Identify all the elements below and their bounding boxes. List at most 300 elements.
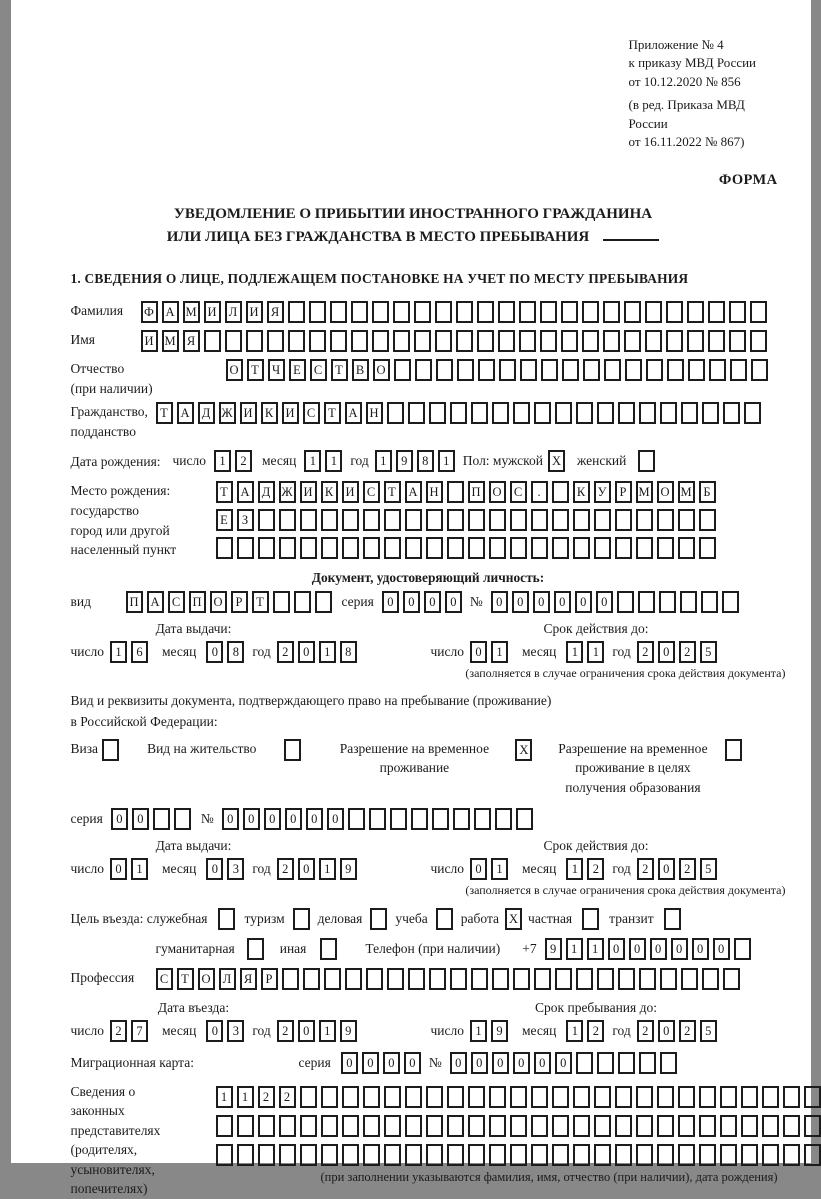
char-cell[interactable] (468, 1144, 485, 1166)
char-cell[interactable] (457, 359, 474, 381)
char-cell[interactable] (660, 968, 677, 990)
char-cell[interactable] (573, 537, 590, 559)
char-cell[interactable] (384, 509, 401, 531)
char-cell[interactable]: . (531, 481, 548, 503)
char-cell[interactable]: 1 (491, 641, 508, 663)
char-cell[interactable] (216, 1144, 233, 1166)
char-cell[interactable] (510, 1086, 527, 1108)
char-cell[interactable]: 0 (327, 808, 344, 830)
char-cell[interactable]: П (126, 591, 143, 613)
char-cell[interactable] (741, 1115, 758, 1137)
char-cell[interactable] (603, 301, 620, 323)
char-cell[interactable] (678, 1086, 695, 1108)
char-cell[interactable] (288, 301, 305, 323)
sex-female-checkbox[interactable] (638, 450, 655, 472)
stay-until-day-boxes[interactable] (470, 1020, 512, 1042)
char-cell[interactable]: 1 (566, 938, 583, 960)
char-cell[interactable] (499, 359, 516, 381)
char-cell[interactable]: 2 (110, 1020, 127, 1042)
char-cell[interactable] (552, 481, 569, 503)
char-cell[interactable] (366, 968, 383, 990)
char-cell[interactable] (520, 359, 537, 381)
char-cell[interactable]: У (594, 481, 611, 503)
char-cell[interactable]: С (310, 359, 327, 381)
char-cell[interactable]: Т (252, 591, 269, 613)
char-cell[interactable] (708, 330, 725, 352)
identity-issue-month-boxes[interactable] (206, 641, 248, 663)
char-cell[interactable]: 0 (206, 641, 223, 663)
char-cell[interactable] (804, 1115, 821, 1137)
char-cell[interactable]: А (177, 402, 194, 424)
char-cell[interactable] (489, 1144, 506, 1166)
char-cell[interactable] (174, 808, 191, 830)
char-cell[interactable] (477, 301, 494, 323)
char-cell[interactable]: И (282, 402, 299, 424)
char-cell[interactable] (393, 330, 410, 352)
char-cell[interactable] (615, 1144, 632, 1166)
char-cell[interactable] (426, 509, 443, 531)
char-cell[interactable]: Т (177, 968, 194, 990)
char-cell[interactable]: 0 (206, 858, 223, 880)
char-cell[interactable]: 0 (306, 808, 323, 830)
char-cell[interactable] (597, 402, 614, 424)
char-cell[interactable]: 6 (131, 641, 148, 663)
char-cell[interactable] (561, 330, 578, 352)
char-cell[interactable] (636, 537, 653, 559)
char-cell[interactable] (552, 1086, 569, 1108)
char-cell[interactable]: П (468, 481, 485, 503)
visa-checkbox[interactable] (102, 739, 119, 761)
char-cell[interactable]: М (162, 330, 179, 352)
char-cell[interactable]: 0 (222, 808, 239, 830)
purpose-humanitarian-checkbox[interactable] (247, 938, 264, 960)
char-cell[interactable] (615, 1086, 632, 1108)
char-cell[interactable] (729, 301, 746, 323)
char-cell[interactable] (723, 968, 740, 990)
char-cell[interactable] (474, 808, 491, 830)
char-cell[interactable] (225, 330, 242, 352)
char-cell[interactable] (729, 330, 746, 352)
char-cell[interactable]: Ж (219, 402, 236, 424)
char-cell[interactable] (699, 1144, 716, 1166)
char-cell[interactable] (468, 537, 485, 559)
char-cell[interactable]: 1 (587, 938, 604, 960)
char-cell[interactable]: И (300, 481, 317, 503)
char-cell[interactable] (678, 509, 695, 531)
patronymic-boxes[interactable] (226, 359, 772, 381)
char-cell[interactable] (237, 1115, 254, 1137)
char-cell[interactable] (435, 330, 452, 352)
char-cell[interactable] (309, 330, 326, 352)
char-cell[interactable]: 0 (298, 858, 315, 880)
char-cell[interactable]: 5 (700, 858, 717, 880)
char-cell[interactable] (519, 301, 536, 323)
char-cell[interactable] (573, 1144, 590, 1166)
char-cell[interactable]: 2 (258, 1086, 275, 1108)
char-cell[interactable]: 1 (375, 450, 392, 472)
char-cell[interactable]: 0 (450, 1052, 467, 1074)
char-cell[interactable]: 0 (383, 1052, 400, 1074)
char-cell[interactable]: Е (289, 359, 306, 381)
char-cell[interactable]: Я (240, 968, 257, 990)
char-cell[interactable] (762, 1086, 779, 1108)
residence-permit-checkbox[interactable] (284, 739, 301, 761)
char-cell[interactable] (387, 968, 404, 990)
char-cell[interactable] (369, 808, 386, 830)
char-cell[interactable] (342, 1086, 359, 1108)
char-cell[interactable]: А (237, 481, 254, 503)
char-cell[interactable] (258, 537, 275, 559)
char-cell[interactable] (363, 509, 380, 531)
char-cell[interactable] (426, 1144, 443, 1166)
char-cell[interactable] (363, 1086, 380, 1108)
char-cell[interactable]: 2 (679, 858, 696, 880)
char-cell[interactable] (750, 330, 767, 352)
char-cell[interactable]: 0 (341, 1052, 358, 1074)
char-cell[interactable] (429, 402, 446, 424)
char-cell[interactable] (720, 1086, 737, 1108)
char-cell[interactable]: 2 (637, 858, 654, 880)
char-cell[interactable] (204, 330, 221, 352)
char-cell[interactable]: 1 (237, 1086, 254, 1108)
char-cell[interactable] (783, 1144, 800, 1166)
char-cell[interactable] (453, 808, 470, 830)
char-cell[interactable] (681, 968, 698, 990)
char-cell[interactable] (363, 1115, 380, 1137)
char-cell[interactable] (534, 968, 551, 990)
char-cell[interactable] (345, 968, 362, 990)
char-cell[interactable]: М (678, 481, 695, 503)
char-cell[interactable]: 0 (513, 1052, 530, 1074)
char-cell[interactable]: 0 (403, 591, 420, 613)
char-cell[interactable] (597, 1052, 614, 1074)
purpose-study-checkbox[interactable] (436, 908, 453, 930)
char-cell[interactable] (720, 1144, 737, 1166)
char-cell[interactable]: Д (198, 402, 215, 424)
char-cell[interactable] (426, 1115, 443, 1137)
char-cell[interactable]: 0 (554, 591, 571, 613)
char-cell[interactable] (447, 481, 464, 503)
char-cell[interactable] (741, 1086, 758, 1108)
char-cell[interactable] (552, 1115, 569, 1137)
char-cell[interactable] (450, 402, 467, 424)
char-cell[interactable]: О (210, 591, 227, 613)
char-cell[interactable]: Р (615, 481, 632, 503)
char-cell[interactable] (639, 968, 656, 990)
char-cell[interactable]: 0 (713, 938, 730, 960)
stay-series-boxes[interactable] (111, 808, 195, 830)
char-cell[interactable]: 1 (304, 450, 321, 472)
identity-issue-year-boxes[interactable] (277, 641, 361, 663)
char-cell[interactable]: 2 (277, 1020, 294, 1042)
char-cell[interactable] (300, 1086, 317, 1108)
char-cell[interactable]: И (141, 330, 158, 352)
phone-boxes[interactable] (545, 938, 755, 960)
char-cell[interactable]: 0 (243, 808, 260, 830)
char-cell[interactable] (615, 509, 632, 531)
char-cell[interactable]: 0 (533, 591, 550, 613)
char-cell[interactable]: О (657, 481, 674, 503)
identity-expiry-year-boxes[interactable] (637, 641, 721, 663)
char-cell[interactable]: 0 (132, 808, 149, 830)
birth-place-row2-boxes[interactable] (216, 509, 720, 531)
char-cell[interactable] (722, 591, 739, 613)
stay-issue-day-boxes[interactable] (110, 858, 152, 880)
char-cell[interactable] (258, 1144, 275, 1166)
char-cell[interactable] (300, 1115, 317, 1137)
char-cell[interactable] (315, 591, 332, 613)
char-cell[interactable] (688, 359, 705, 381)
char-cell[interactable] (531, 509, 548, 531)
char-cell[interactable]: 2 (637, 641, 654, 663)
char-cell[interactable] (267, 330, 284, 352)
char-cell[interactable] (582, 330, 599, 352)
char-cell[interactable] (447, 1086, 464, 1108)
char-cell[interactable] (429, 968, 446, 990)
char-cell[interactable] (519, 330, 536, 352)
char-cell[interactable]: 9 (396, 450, 413, 472)
char-cell[interactable] (597, 968, 614, 990)
identity-kind-boxes[interactable] (126, 591, 336, 613)
char-cell[interactable]: Л (219, 968, 236, 990)
char-cell[interactable] (363, 537, 380, 559)
char-cell[interactable] (492, 968, 509, 990)
char-cell[interactable]: 0 (470, 641, 487, 663)
char-cell[interactable] (659, 591, 676, 613)
birth-year-boxes[interactable] (375, 450, 459, 472)
birth-place-row1-boxes[interactable] (216, 481, 720, 503)
char-cell[interactable] (615, 1115, 632, 1137)
birth-place-row3-boxes[interactable] (216, 537, 720, 559)
char-cell[interactable]: 5 (700, 1020, 717, 1042)
char-cell[interactable] (730, 359, 747, 381)
char-cell[interactable] (471, 968, 488, 990)
char-cell[interactable] (576, 968, 593, 990)
char-cell[interactable] (576, 1052, 593, 1074)
char-cell[interactable]: А (162, 301, 179, 323)
char-cell[interactable]: 5 (700, 641, 717, 663)
char-cell[interactable] (489, 537, 506, 559)
char-cell[interactable]: 0 (362, 1052, 379, 1074)
char-cell[interactable]: 2 (279, 1086, 296, 1108)
char-cell[interactable] (667, 359, 684, 381)
char-cell[interactable]: К (573, 481, 590, 503)
char-cell[interactable] (405, 1115, 422, 1137)
char-cell[interactable] (414, 330, 431, 352)
char-cell[interactable] (645, 330, 662, 352)
char-cell[interactable]: 0 (206, 1020, 223, 1042)
char-cell[interactable] (342, 509, 359, 531)
char-cell[interactable] (394, 359, 411, 381)
char-cell[interactable] (384, 1086, 401, 1108)
char-cell[interactable] (618, 1052, 635, 1074)
char-cell[interactable] (342, 1115, 359, 1137)
char-cell[interactable] (303, 968, 320, 990)
char-cell[interactable] (639, 1052, 656, 1074)
char-cell[interactable] (321, 1115, 338, 1137)
char-cell[interactable] (468, 1086, 485, 1108)
char-cell[interactable] (408, 402, 425, 424)
char-cell[interactable]: Д (258, 481, 275, 503)
char-cell[interactable] (678, 1115, 695, 1137)
char-cell[interactable]: Ч (268, 359, 285, 381)
char-cell[interactable] (384, 1115, 401, 1137)
char-cell[interactable]: К (261, 402, 278, 424)
char-cell[interactable]: 0 (285, 808, 302, 830)
sex-male-checkbox[interactable]: X (548, 450, 565, 472)
char-cell[interactable]: 1 (470, 1020, 487, 1042)
char-cell[interactable] (744, 402, 761, 424)
char-cell[interactable] (636, 509, 653, 531)
char-cell[interactable] (636, 1144, 653, 1166)
char-cell[interactable] (495, 808, 512, 830)
char-cell[interactable]: 0 (692, 938, 709, 960)
char-cell[interactable] (516, 808, 533, 830)
char-cell[interactable]: Я (183, 330, 200, 352)
stay-issue-month-boxes[interactable] (206, 858, 248, 880)
char-cell[interactable] (657, 1086, 674, 1108)
char-cell[interactable] (300, 1144, 317, 1166)
char-cell[interactable]: 1 (319, 641, 336, 663)
char-cell[interactable] (625, 359, 642, 381)
char-cell[interactable]: 0 (298, 1020, 315, 1042)
char-cell[interactable] (348, 808, 365, 830)
char-cell[interactable] (258, 509, 275, 531)
char-cell[interactable]: 0 (512, 591, 529, 613)
char-cell[interactable]: 0 (111, 808, 128, 830)
char-cell[interactable] (279, 509, 296, 531)
char-cell[interactable] (582, 301, 599, 323)
char-cell[interactable]: 2 (235, 450, 252, 472)
char-cell[interactable] (510, 509, 527, 531)
char-cell[interactable]: 0 (555, 1052, 572, 1074)
char-cell[interactable]: 0 (110, 858, 127, 880)
identity-issue-day-boxes[interactable] (110, 641, 152, 663)
char-cell[interactable]: С (510, 481, 527, 503)
char-cell[interactable]: 0 (658, 858, 675, 880)
char-cell[interactable]: М (636, 481, 653, 503)
char-cell[interactable] (618, 402, 635, 424)
char-cell[interactable] (594, 509, 611, 531)
entry-year-boxes[interactable] (277, 1020, 361, 1042)
char-cell[interactable] (741, 1144, 758, 1166)
char-cell[interactable]: 0 (608, 938, 625, 960)
char-cell[interactable] (720, 1115, 737, 1137)
char-cell[interactable] (552, 509, 569, 531)
birth-day-boxes[interactable] (214, 450, 256, 472)
char-cell[interactable] (384, 537, 401, 559)
char-cell[interactable] (604, 359, 621, 381)
char-cell[interactable] (617, 591, 634, 613)
char-cell[interactable]: С (363, 481, 380, 503)
firstname-boxes[interactable] (141, 330, 771, 352)
char-cell[interactable] (372, 301, 389, 323)
char-cell[interactable]: 0 (264, 808, 281, 830)
char-cell[interactable] (435, 301, 452, 323)
char-cell[interactable]: 0 (445, 591, 462, 613)
char-cell[interactable]: 0 (575, 591, 592, 613)
char-cell[interactable] (258, 1115, 275, 1137)
char-cell[interactable] (708, 301, 725, 323)
char-cell[interactable] (636, 1115, 653, 1137)
char-cell[interactable]: 0 (671, 938, 688, 960)
char-cell[interactable]: Л (225, 301, 242, 323)
char-cell[interactable] (639, 402, 656, 424)
stay-until-year-boxes[interactable] (637, 1020, 721, 1042)
char-cell[interactable] (678, 1144, 695, 1166)
char-cell[interactable] (321, 1086, 338, 1108)
char-cell[interactable] (471, 402, 488, 424)
surname-boxes[interactable] (141, 301, 771, 323)
representatives-row3-boxes[interactable] (216, 1144, 821, 1166)
stay-expiry-day-boxes[interactable] (470, 858, 512, 880)
char-cell[interactable]: 0 (424, 591, 441, 613)
char-cell[interactable] (405, 1086, 422, 1108)
char-cell[interactable] (321, 509, 338, 531)
char-cell[interactable]: В (352, 359, 369, 381)
char-cell[interactable]: 2 (679, 641, 696, 663)
char-cell[interactable] (489, 1086, 506, 1108)
char-cell[interactable]: 2 (277, 858, 294, 880)
char-cell[interactable]: Ж (279, 481, 296, 503)
char-cell[interactable] (541, 359, 558, 381)
char-cell[interactable] (687, 330, 704, 352)
char-cell[interactable] (603, 330, 620, 352)
char-cell[interactable] (701, 591, 718, 613)
char-cell[interactable]: П (189, 591, 206, 613)
char-cell[interactable]: Р (231, 591, 248, 613)
char-cell[interactable] (510, 1115, 527, 1137)
char-cell[interactable]: 1 (214, 450, 231, 472)
stay-until-month-boxes[interactable] (566, 1020, 608, 1042)
char-cell[interactable]: 2 (587, 858, 604, 880)
char-cell[interactable] (562, 359, 579, 381)
char-cell[interactable]: А (405, 481, 422, 503)
char-cell[interactable] (762, 1144, 779, 1166)
char-cell[interactable] (646, 359, 663, 381)
char-cell[interactable]: О (226, 359, 243, 381)
char-cell[interactable] (804, 1144, 821, 1166)
char-cell[interactable]: 9 (340, 858, 357, 880)
char-cell[interactable]: 1 (110, 641, 127, 663)
char-cell[interactable]: 0 (534, 1052, 551, 1074)
char-cell[interactable] (660, 402, 677, 424)
char-cell[interactable]: 1 (566, 1020, 583, 1042)
char-cell[interactable] (447, 1115, 464, 1137)
char-cell[interactable]: Т (331, 359, 348, 381)
char-cell[interactable] (702, 968, 719, 990)
char-cell[interactable] (489, 509, 506, 531)
char-cell[interactable] (324, 968, 341, 990)
char-cell[interactable] (426, 1086, 443, 1108)
char-cell[interactable] (555, 402, 572, 424)
char-cell[interactable]: Ф (141, 301, 158, 323)
char-cell[interactable] (237, 537, 254, 559)
char-cell[interactable] (594, 1115, 611, 1137)
char-cell[interactable] (478, 359, 495, 381)
char-cell[interactable] (477, 330, 494, 352)
char-cell[interactable] (363, 1144, 380, 1166)
char-cell[interactable] (555, 968, 572, 990)
identity-expiry-day-boxes[interactable] (470, 641, 512, 663)
char-cell[interactable] (450, 968, 467, 990)
char-cell[interactable]: 0 (298, 641, 315, 663)
char-cell[interactable] (510, 1144, 527, 1166)
char-cell[interactable] (657, 537, 674, 559)
char-cell[interactable]: А (147, 591, 164, 613)
char-cell[interactable]: Е (216, 509, 233, 531)
char-cell[interactable]: С (168, 591, 185, 613)
